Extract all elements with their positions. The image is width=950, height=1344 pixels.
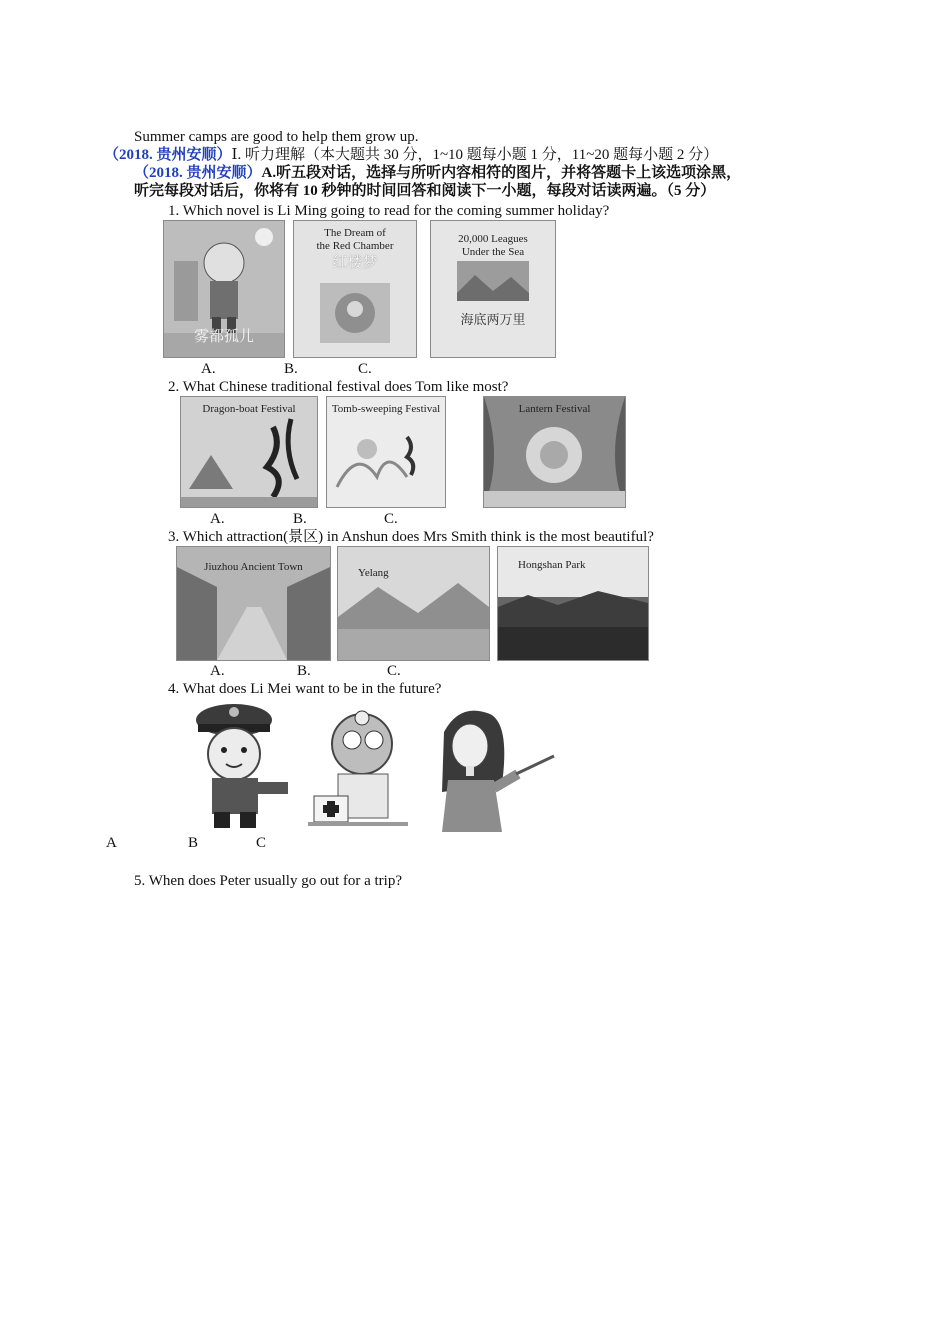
q3-option-a: A. — [210, 663, 225, 679]
q3-image-c-caption: Hongshan Park — [518, 559, 586, 571]
section-source: （2018. 贵州安顺） — [104, 147, 232, 163]
book-cover-illustration — [294, 221, 416, 357]
q3-option-b: B. — [297, 663, 311, 679]
q1-image-a-chinese-title: 雾都孤儿 — [193, 329, 254, 345]
q1-option-c: C. — [358, 361, 372, 377]
part-a-source: （2018. 贵州安顺） — [134, 165, 262, 181]
yelang-illustration — [338, 547, 489, 660]
q1-image-c-caption-2: Under the Sea — [461, 246, 525, 258]
q3-image-b-caption: Yelang — [358, 567, 389, 579]
q4-option-c: C — [256, 835, 267, 851]
part-a-instruction-2: 听完每段对话后，你将有 10 秒钟的时间回答和阅读下一小题，每段对话读两遍。（5 分） — [134, 183, 716, 199]
doctor-illustration — [308, 704, 408, 830]
q1-image-c-chinese-title: 海底两万里 — [460, 312, 526, 327]
q1-image-c — [430, 220, 556, 358]
q2-option-b: B. — [293, 511, 307, 527]
q3-image-a-caption: Jiuzhou Ancient Town — [204, 561, 303, 573]
teacher-illustration — [422, 702, 556, 832]
q2-image-c — [483, 396, 626, 508]
sea-illustration — [431, 221, 555, 357]
question-2: 2. What Chinese traditional festival does Tom like most? — [168, 379, 509, 395]
q1-image-b-caption-1: The Dream of — [324, 227, 386, 239]
part-a-instruction-text-1: A.听五段对话，选择与所听内容相符的图片，并将答题卡上该选项涂黑， — [261, 165, 742, 181]
q1-image-a — [163, 220, 285, 358]
q2-image-b-caption: Tomb-sweeping Festival — [331, 403, 441, 415]
policeman-illustration — [182, 698, 300, 832]
q3-image-b — [337, 546, 490, 661]
q3-image-c — [497, 546, 649, 661]
q2-image-c-caption: Lantern Festival — [518, 403, 591, 415]
q3-image-a — [176, 546, 331, 661]
q2-image-a — [180, 396, 318, 508]
section-title: Ⅰ. 听力理解（本大题共 30 分，1~10 题每小题 1 分，11~20 题每小题 2 分） — [231, 147, 719, 163]
q1-image-b-caption-2: the Red Chamber — [316, 240, 394, 252]
question-5: 5. When does Peter usually go out for a trip? — [134, 873, 402, 889]
q2-image-a-caption: Dragon-boat Festival — [202, 403, 296, 415]
q1-option-a: A. — [201, 361, 216, 377]
q3-option-c: C. — [387, 663, 401, 679]
q1-option-b: B. — [284, 361, 298, 377]
question-3: 3. Which attraction(景区) in Anshun does Mrs Smith think is the most beautiful? — [168, 529, 654, 545]
q2-option-a: A. — [210, 511, 225, 527]
q1-image-c-caption-1: 20,000 Leagues — [458, 233, 528, 245]
q1-image-b-chinese-title: 红楼梦 — [332, 255, 378, 271]
part-a-instruction-1 — [134, 164, 741, 182]
section-header — [104, 146, 718, 164]
intro-line: Summer camps are good to help them grow up. — [134, 129, 419, 145]
question-1: 1. Which novel is Li Ming going to read for the coming summer holiday? — [168, 203, 610, 219]
q2-image-b — [326, 396, 446, 508]
question-4: 4. What does Li Mei want to be in the future? — [168, 681, 442, 697]
q4-option-b: B — [188, 835, 199, 851]
q1-image-b — [293, 220, 417, 358]
q2-option-c: C. — [384, 511, 398, 527]
q4-option-a: A — [106, 835, 117, 851]
